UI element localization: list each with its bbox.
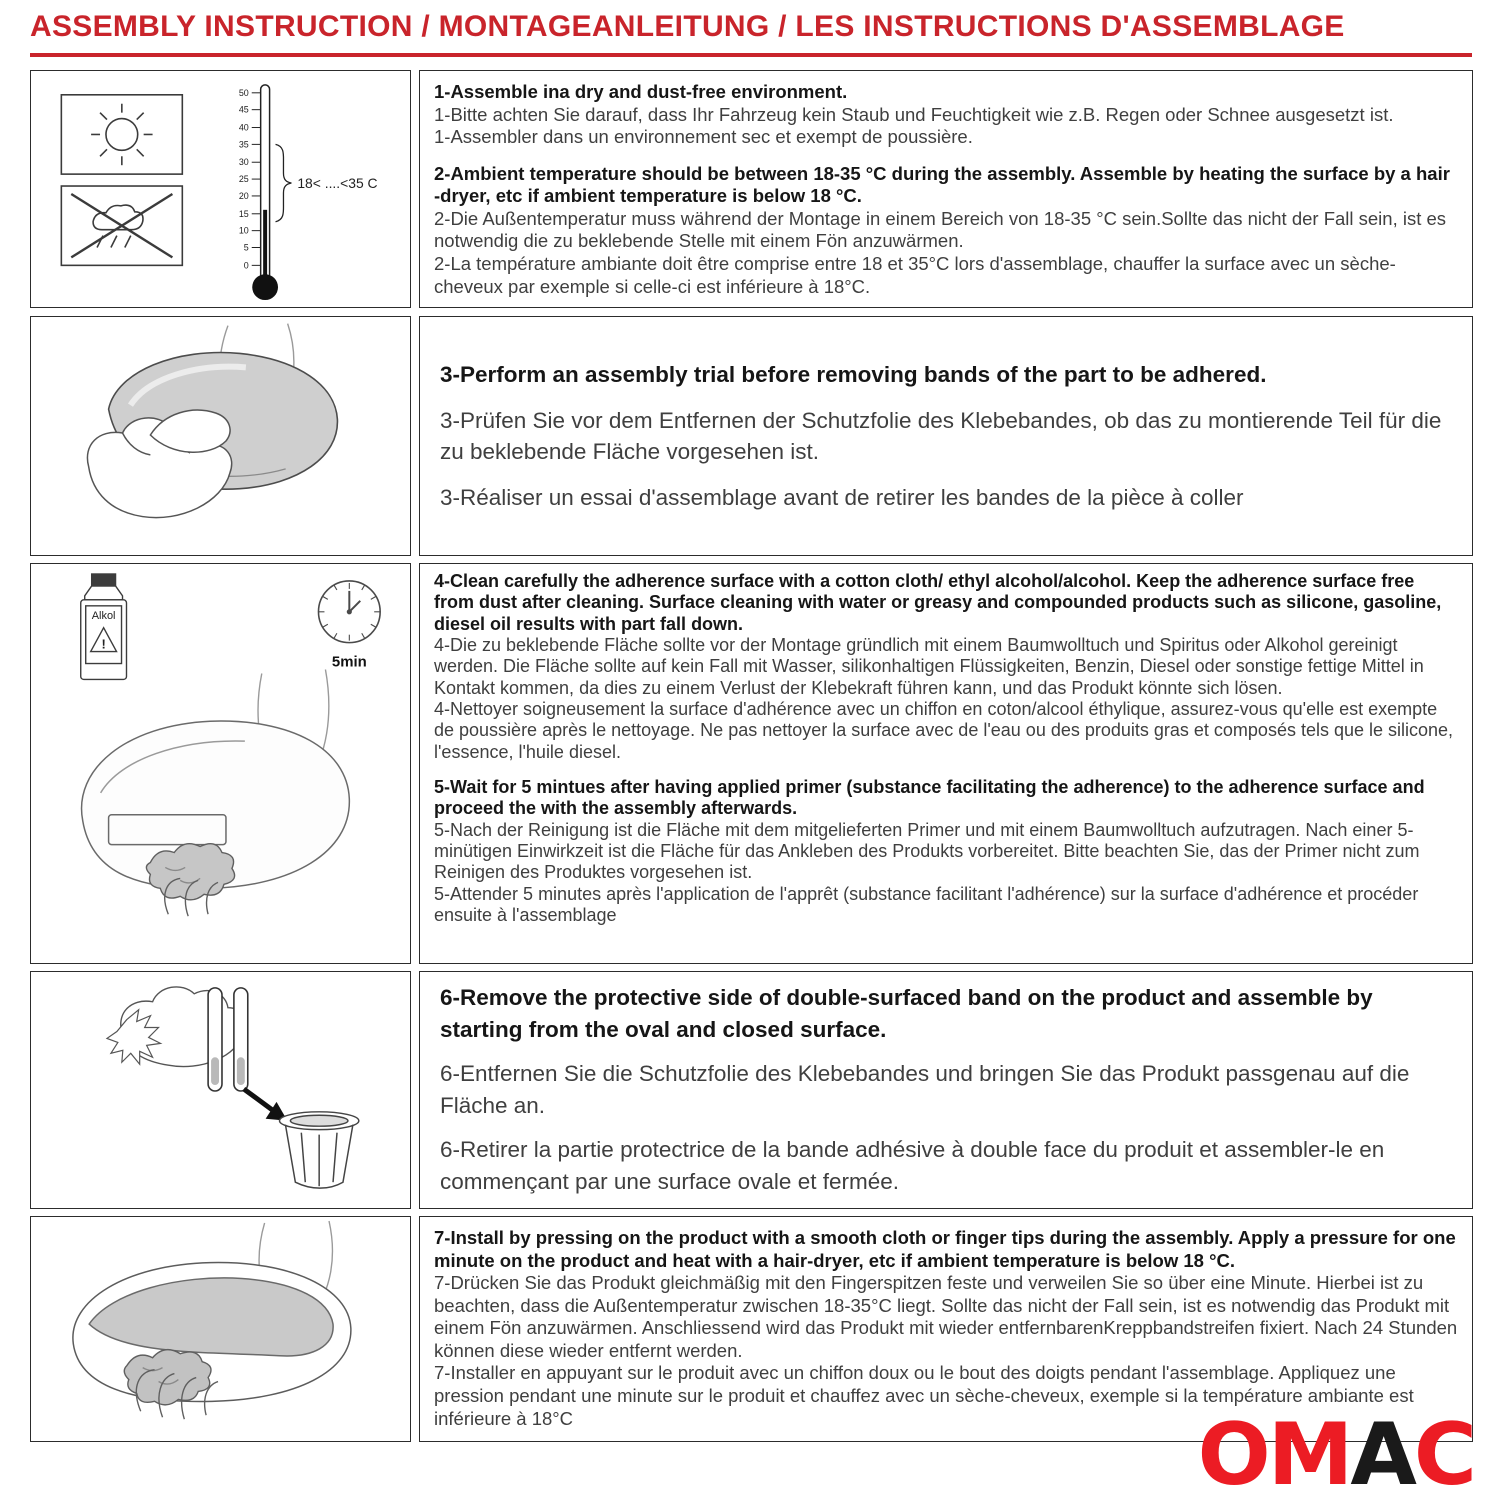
no-rain-icon — [61, 186, 182, 265]
step6-text-de: 6-Entfernen Sie die Schutzfolie des Klebebandes und bringen Sie das Produkt passgenau auf die Fläche an. — [440, 1061, 1410, 1118]
instruction-section-1 — [30, 70, 1473, 308]
step5-text-fr: 5-Attender 5 minutes après l'application de l'apprêt (substance facilitant l'adhérence) sur la surface d'adhérence et procéder ensuite à l'assemblage — [434, 883, 1419, 925]
page-title: ASSEMBLY INSTRUCTION / MONTAGEANLEITUNG / LES INSTRUCTIONS D'ASSEMBLAGE — [30, 10, 1345, 43]
svg-text:0: 0 — [243, 260, 249, 271]
instruction-section-4 — [30, 971, 1473, 1209]
logo-letter: C — [1413, 1405, 1474, 1505]
svg-text:10: 10 — [238, 225, 249, 236]
step1-text-fr: 1-Assembler dans un environnement sec et exempt de poussière. — [434, 126, 973, 148]
svg-text:45: 45 — [238, 104, 249, 115]
clock-label: 5min — [331, 653, 367, 671]
step7-text-en: 7-Install by pressing on the product with a smooth cloth or finger tips during the assembly. Apply a pressure for one minute on the product and heat with a hair-dryer, etc if ambient temperature is below 18 °C. — [434, 1227, 1456, 1271]
logo-letter: M — [1267, 1405, 1351, 1505]
assembly-trial-illustration — [31, 317, 410, 555]
step4-text-de: 4-Die zu beklebende Fläche sollte vor der Montage gründlich mit einem Baumwolltuch und Spiritus oder Alkohol gereinigt werden. Die Fläche sollte auf kein Fall mit Wasser, silikonhaltigen Flüssigkeiten, Benzin, Diesel oder sonstige fettige Mittel in Kontakt kommen, da dies zu einem Verlust der Klebekraft führen kann, und das Produkt könnte sich lösen. — [434, 634, 1424, 698]
step1-text-en: 1-Assemble ina dry and dust-free environment. — [434, 81, 848, 102]
illustration-box-trial — [30, 316, 411, 556]
step5-text-de: 5-Nach der Reinigung ist die Fläche mit dem mitgelieferten Primer und mit einem Baumwolltuch aufzutragen. Nach einer 5-minütigen Einwirkzeit ist die Fläche für das Ankleben des Produkts vorbereitet. Bitte beachten Sie, das der Primer nicht zum Reinigen des Produktes vorgesehen ist. — [434, 819, 1420, 883]
logo-letter: A — [1350, 1405, 1414, 1505]
step7-text-de: 7-Drücken Sie das Produkt gleichmäßig mit den Fingerspitzen feste und verweilen Sie so über eine Minute. Hierbei ist zu beachten, dass die Außentemperatur zwischen 18-35°C liegt. Sollte das nicht der Fall sein, ist es notwendig das Produkt mit einem Fön anzuwärmen. Anschliessend wird das Produkt mit wieder entfernbarenKreppbandstreifen fixiert. Nach 24 Stunden können diese wieder entfernt werden. — [434, 1272, 1458, 1361]
mirror-cover-icon — [73, 1262, 351, 1401]
range-brace — [276, 144, 292, 221]
step2-text-fr: 2-La température ambiante doit être comprise entre 18 et 35°C lors d'assemblage, chauffer la surface avec un sèche-cheveux par exemple si celle-ci est inférieure à 18°C. — [434, 252, 1396, 297]
temperature-range-label: 18< ....<35 C — [297, 175, 378, 192]
illustration-box-cleaning — [30, 563, 411, 964]
illustration-box-press — [30, 1216, 411, 1442]
alcohol-bottle-icon — [81, 574, 127, 679]
arrow-icon — [244, 1089, 288, 1121]
step4-text-fr: 4-Nettoyer soigneusement la surface d'adhérence avec un chiffon en coton/alcool éthylique, assurez-vous qu'elle est exempte de poussière après le nettoyage. Ne pas nettoyer la surface avec de l'eau ou des produits gras et composés tels que le silicone, l'essence, l'huile diesel. — [434, 698, 1454, 762]
svg-text:20: 20 — [238, 190, 249, 201]
warning-mark: ! — [101, 636, 106, 652]
step2-text-en: 2-Ambient temperature should be between 18-35 °C during the assembly. Assemble by heating the surface by a hair -dryer, etc if ambient temperature is below 18 °C. — [434, 162, 1450, 207]
sun-icon — [61, 95, 182, 174]
step3-text-de: 3-Prüfen Sie vor dem Entfernen der Schutzfolie des Klebebandes, ob das zu montierende Teil für die zu beklebende Fläche vorgesehen ist. — [440, 407, 1442, 464]
instruction-text-3 — [419, 563, 1473, 964]
step6-text-en: 6-Remove the protective side of double-surfaced band on the product and assemble by starting from the oval and closed surface. — [440, 985, 1373, 1043]
cleaning-illustration — [31, 564, 410, 963]
title-underline — [30, 53, 1472, 57]
instruction-section-3 — [30, 563, 1473, 964]
pressing-illustration — [31, 1217, 410, 1441]
svg-text:50: 50 — [238, 87, 249, 98]
svg-text:40: 40 — [238, 122, 249, 133]
step7-text-fr: 7-Installer en appuyant sur le produit avec un chiffon doux ou le bout des doigts pendant l'assemblage. Appliquez une pression pendant une minute sur le produit et chauffez avec un sèche-cheveux, exemple si la température ambiante est inférieure à 18°C — [434, 1362, 1414, 1429]
omac-logo — [1197, 1405, 1474, 1505]
svg-text:25: 25 — [238, 174, 249, 185]
svg-text:15: 15 — [238, 208, 249, 219]
clock-icon — [318, 581, 380, 671]
illustration-box-band — [30, 971, 411, 1209]
instruction-section-2 — [30, 316, 1473, 556]
step3-text-fr: 3-Réaliser un essai d'assemblage avant de retirer les bandes de la pièce à coller — [440, 484, 1244, 510]
thermometer-icon — [239, 85, 378, 300]
step1-text-de: 1-Bitte achten Sie darauf, dass Ihr Fahrzeug kein Staub und Feuchtigkeit wie z.B. Regen oder Schnee ausgesetzt ist. — [434, 103, 1394, 125]
step2-text-de: 2-Die Außentemperatur muss während der Montage in einem Bereich von 18-35 °C sein.Sollte das nicht der Fall sein, ist es notwendig die zu beklebende Stelle mit einem Fön anzuwärmen. — [434, 207, 1447, 252]
logo-letter: O — [1197, 1405, 1268, 1505]
band-removal-illustration — [31, 972, 410, 1208]
step3-text-en: 3-Perform an assembly trial before removing bands of the part to be adhered. — [440, 362, 1267, 387]
step4-text-en: 4-Clean carefully the adherence surface with a cotton cloth/ ethyl alcohol/alcohol. Keep the adherence surface free from dust after cleaning. Surface cleaning with water or greasy and compounded products such as silicone, gasoline, diesel oil results with part fall down. — [434, 571, 1442, 634]
step5-text-en: 5-Wait for 5 mintues after having applied primer (substance facilitating the adherence) to the adherence surface and proceed the with the assembly afterwards. — [434, 776, 1425, 819]
svg-text:5: 5 — [243, 242, 249, 253]
svg-text:35: 35 — [238, 139, 249, 150]
trash-can-icon — [280, 1112, 359, 1188]
cleaning-cloth — [146, 844, 234, 900]
instruction-text-4 — [419, 971, 1473, 1209]
instruction-text-1 — [419, 70, 1473, 308]
alcohol-label: Alkol — [91, 609, 116, 622]
hand-icon — [87, 410, 231, 518]
climate-illustration — [31, 71, 410, 307]
step6-text-fr: 6-Retirer la partie protectrice de la bande adhésive à double face du produit et assembler-le en commençant par une surface ovale et fermée. — [440, 1136, 1385, 1194]
thermometer-scale — [239, 88, 249, 271]
instruction-text-2 — [419, 316, 1473, 556]
illustration-box-climate — [30, 70, 411, 308]
svg-text:30: 30 — [238, 157, 249, 168]
